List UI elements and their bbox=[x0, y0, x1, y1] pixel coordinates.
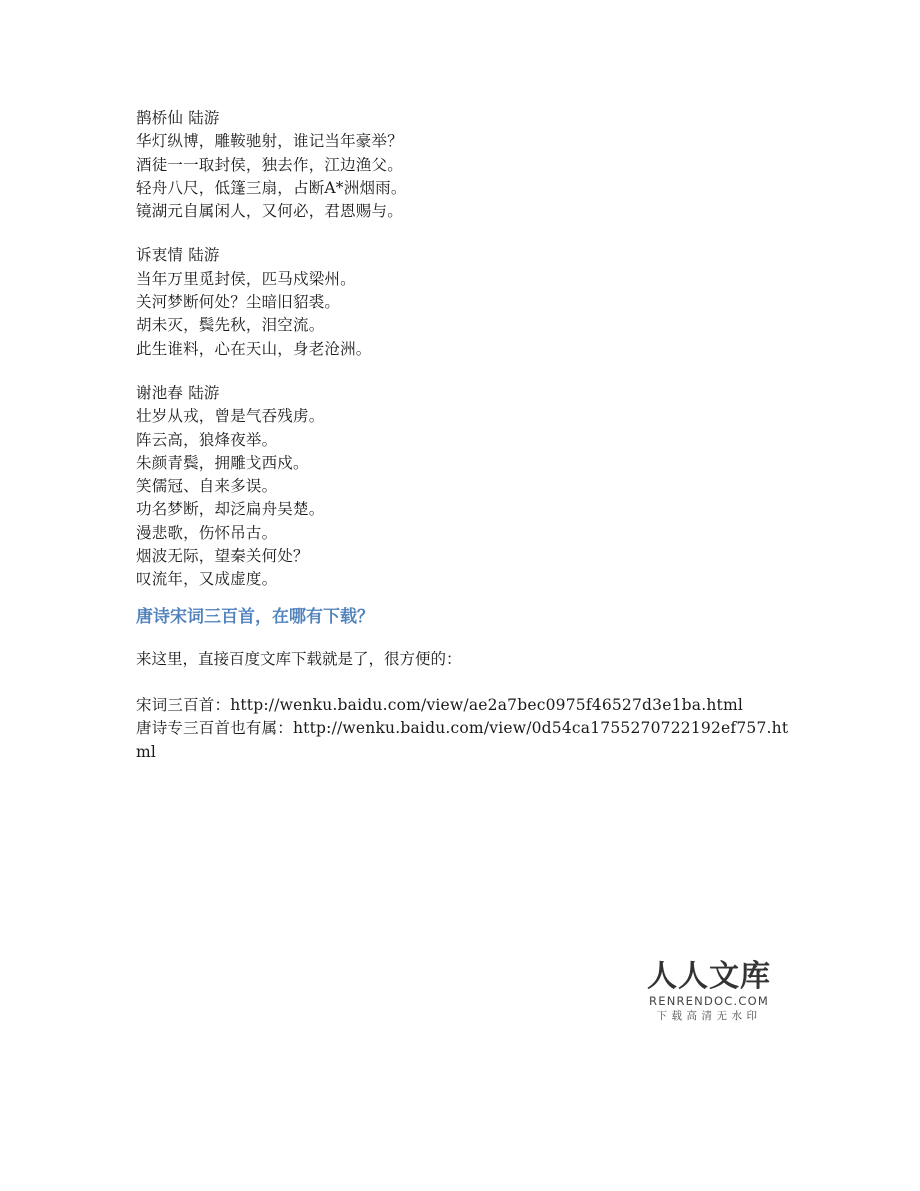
poem-line: 镜湖元自属闲人，又何必，君恩赐与。 bbox=[136, 202, 403, 221]
section-heading: 唐诗宋词三百首，在哪有下载？ bbox=[136, 606, 374, 627]
poem-line: 此生谁料，心在天山，身老沧洲。 bbox=[136, 339, 372, 358]
poem-line: 朱颜青鬓，拥雕戈西戍。 bbox=[136, 453, 309, 472]
poem-1 bbox=[136, 107, 796, 223]
watermark-site: RENRENDOC.COM bbox=[649, 994, 769, 1008]
download-link-tang[interactable]: 唐诗专三百首也有属：http://wenku.baidu.com/view/0d54ca1755270722192ef757.html bbox=[136, 719, 789, 761]
poem-title: 诉衷情 陆游 bbox=[136, 246, 220, 265]
poem-2 bbox=[136, 244, 796, 360]
poem-line: 漫悲歌，伤怀吊古。 bbox=[136, 523, 278, 542]
poem-line: 叹流年，又成虚度。 bbox=[136, 570, 278, 589]
poem-line: 功名梦断，却泛扁舟吴楚。 bbox=[136, 500, 325, 519]
poem-line: 笑儒冠、自来多误。 bbox=[136, 477, 278, 496]
poem-line: 华灯纵博，雕鞍驰射，谁记当年豪举？ bbox=[136, 132, 403, 151]
poem-line: 当年万里觅封侯，匹马戍梁州。 bbox=[136, 269, 356, 288]
watermark-subtitle: 下载高清无水印 bbox=[656, 1010, 762, 1022]
download-links bbox=[136, 694, 796, 764]
poem-line: 壮岁从戎，曾是气吞残虏。 bbox=[136, 407, 325, 426]
document-body bbox=[136, 107, 796, 764]
intro-paragraph: 来这里，直接百度文库下载就是了，很方便的： bbox=[136, 649, 462, 668]
poem-title: 鹊桥仙 陆游 bbox=[136, 109, 220, 127]
poem-line: 轻舟八尺，低篷三扇，占断A*洲烟雨。 bbox=[136, 178, 407, 197]
poem-line: 酒徒一一取封侯，独去作，江边渔父。 bbox=[136, 155, 403, 174]
poem-line: 胡未灭，鬓先秋，泪空流。 bbox=[136, 316, 325, 335]
watermark-logo-text: 人人文库 bbox=[647, 959, 771, 994]
poem-3 bbox=[136, 382, 796, 592]
poem-line: 关河梦断何处？尘暗旧貂裘。 bbox=[136, 293, 341, 312]
poem-title: 谢池春 陆游 bbox=[136, 383, 220, 402]
poem-line: 阵云高，狼烽夜举。 bbox=[136, 430, 278, 449]
download-link-song[interactable]: 宋词三百首：http://wenku.baidu.com/view/ae2a7bec0975f46527d3e1ba.html bbox=[136, 695, 744, 714]
renrendoc-watermark bbox=[647, 960, 771, 1023]
poem-line: 烟波无际，望秦关何处？ bbox=[136, 547, 309, 566]
